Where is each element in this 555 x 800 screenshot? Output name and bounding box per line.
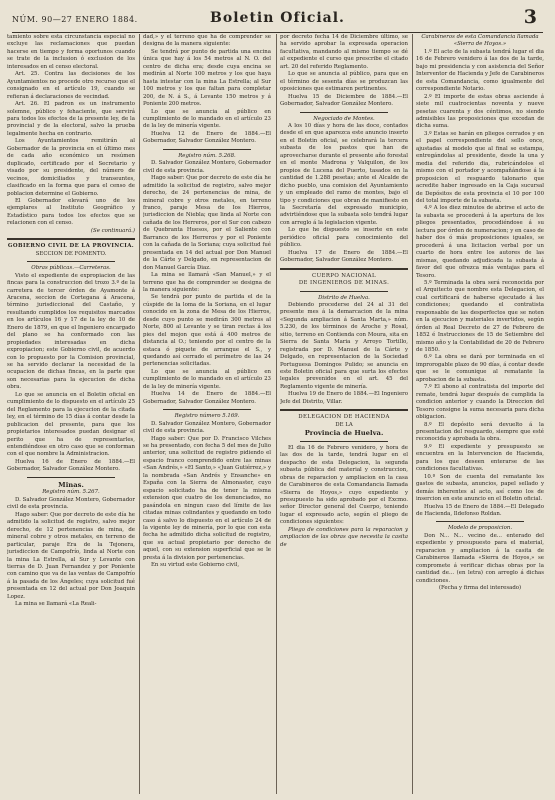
column-divider [139, 34, 140, 794]
signature: Huelva 16 de Enero de 1884.—El Gobernador, Salvador González Montero. [7, 458, 135, 473]
paragraph: Se tendrá por punto de partida una encina única que hay á los 54 metros al N. O. del centro de dicha era; desde cuya encina se medirán al Norte 100 metros y los que haya hasta intestar con la mina La Estrella; al Sur 100 metros y los que faltan para completar 200, de N. á S., á Levante 150 metros y á Poniente 200 metros. [143, 48, 271, 108]
divider [27, 477, 115, 478]
paragraph: Carabineros de esta Comandancia llamada «Sierra de Hoyos.» [421, 34, 539, 48]
paragraph: (Fecha y firma del interesado) [438, 585, 522, 592]
signature: Huelva 15 de Diciembre de 1884.—El Gobernador, Salvador González Montero. [280, 93, 408, 108]
paragraph: D. Salvador González Montero, Gobernador civil de esta provincia. [143, 420, 271, 435]
paragraph: A los 10 días y hora de las doce, contados desde el en que aparezca este anuncio inserto en el Boletin oficial, se celebrará la tercera subasta de los pastos que han de aprovecharse durante el presente año forestal en el monte Madrona y Valquilon, de los propios de Lucena del Puerto, tasados en la cantidad de 1.288 pesetas; ante el Alcalde de dicho pueblo, una comision del Ayuntamiento y un empleado del ramo de montes, bajo el tipo y condiciones que obran de manifiesto en la Secretaría del expresado municipio, advirtiéndose que la subasta solo tendrá lugar con arreglo á la legislacion vigente. [280, 122, 408, 226]
divider [163, 409, 251, 410]
paragraph: Debiendo procederse del 24 al 31 del presente mes á la demarcacion de la mina «Segunda ampliacion á Santa Marta,» núm. 5.230, de los términos de Aroche y Rosal, sitio, terreno en Contienda con Moura, sita en Sierra de Santa Maria y Arroyo Tortillo, registrada por D. Manuel de la Cárte y Delgado, en representacion de la Sociedad Portuguesa Domingos Pulido; se anuncia en este Boletin oficial para que surta los efectos legales prevenidos en el art. 45 del Reglamento vigente de minería. [280, 301, 408, 390]
paragraph: Don N... N... vecino de... enterado del expediente y presupuesto para el material, reparacion y ampliacion á la casita de Carabineros llamada «Sierra de Hoyos,» se compromete á verificar dichas obras por la cantidad de... (en letra) con arreglo á dichas condiciones. [416, 532, 544, 584]
paragraph: Art. 25. Contra las decisiones de los Ayuntamientos no procede otro recurso que el consignado en el artículo 19, cuando se refieran á declaraciones de vecindad. [7, 71, 135, 100]
paragraph: El dia 16 de Febrero venidero, y hora de las dos de la tarde, tendrá lugar en el despacho de esta Delegacion, la segunda subasta pública del material y construccion, obras de reparacion y ampliacion en la casa de Carabineros de esta Comandancia llamada «Sierra de Hoyos,» cuyo expediente y presupuesto ha sido aprobado por el Excmo. señor Director general del Cuerpo, teniendo lugar el expresado acto, según el pliego de condiciones siguientes: [280, 444, 408, 526]
signature: Huelva 17 de Enero de 1884.—El Gobernador, Salvador González Montero. [280, 249, 408, 264]
paragraph: Art. 26. El padron es un instrumento solemne, público y fehaciente, que servirá para todos los efectos de la presente ley, de la provincial y de la electoral, salvo la prueba legalmente hecha en contrario. [7, 101, 135, 137]
condition-item: 2.º El importe de estas obras asciende á siete mil cuatrocientas noventa y nueve pesetas cuarenta y dos céntimos, no siendo admisibles las proposiciones que excedan de dicha suma. [416, 93, 544, 130]
condition-item: 9.º El expediente y presupuesto se encuentra en la Intervencion de Hacienda, para los que deseen enterarse de las condiciones facultativas. [416, 443, 544, 473]
sub-heading: Modelo de proposicion. [447, 525, 513, 532]
column-2 [143, 34, 271, 794]
paragraph: Hago saber: Que por decreto de este día he admitido la solicitud de registro, salvo mejor derecho, de 24 pertenencias de mina, de mineral cobre y otros metales, en terreno franco, paraje Mesa de Ios Hierros, jurisdiccion de Niebla; que linda al Norte con cañada de los Herreros, por el Sur con cabezo de Quebranta Huesos, por el Saliente con Barranco de los Herreros y por el Poniente con la cañada de la Soriana; cuya solicitud fué presentada en 14 del actual por Don Manuel de la Cárte y Delgado, en representacion de don Manuel García Diaz. [143, 175, 271, 271]
divider [300, 441, 388, 442]
condition-item: 6.º La obra se dará por terminada en el improrogable plazo de 90 días, á contar desde que se le comunique al rematante la aprobacion de la subasta. [416, 354, 544, 383]
section-heading: DE INGENIEROS DE MINAS. [298, 280, 390, 287]
paragraph: Lo que he dispuesto se inserte en este periódico oficial para conocimiento del público. [280, 227, 408, 249]
condition-item: 7.º El abono al contratista del importe del remate, tendrá lugar después de cumplida la condicion anterior y cuando la Direccion del Tesoro consigne la suma necesaria para dicha obligacion. [416, 384, 544, 421]
registry-number: Registro número 5.169. [174, 413, 240, 420]
paragraph: Lo que se anuncia al público en cumplimiento de lo mandado en el artículo 23 de la ley de minería vigente. [143, 108, 271, 130]
signature: Huelva 19 de Enero de 1884.—El Ingeniero Jefe del Distrito, Villar. [280, 391, 408, 405]
paragraph: D. Salvador González Montero, Gobernador civil de esta provincia. [7, 496, 135, 511]
paragraph: Hago saber: Que por decreto de este día he admitido la solicitud de registro, salvo mejor derecho, de 12 pertenencias de mina, de mineral cobre y otros metales, en terreno de particular, paraje Era de la Tejonera, jurisdiccion de Campofrío, linda al Norte con la mina La Estrella, al Sur y Levante con tierras de D. Juan Fernandez y por Poniente con camino que va de las ventas de Campofrío á la pasada de los Ángeles; cuya solicitud fué presentada en 12 del actual por Don Joaquin Lopez. [7, 511, 135, 600]
registry-number: Registro núm. 5.268. [178, 152, 236, 159]
paragraph: Se tendrá por punto de partida el de la cúspide de la loma de la Soriana, en el lugar conocido en la zona de Mesa de los Hierros, desde cuyo punto se medirán 300 metros al Norte, 800 al Levante y se tiran rectas á los pies del mojon que está á 400 metros de distancia al O.; teniendo por el centro de la estaca ó piquete de arranque el S., y quedando así cerrado el perímetro de las 24 pertenencias solicitadas. [143, 294, 271, 368]
paragraph: La mina se llamará «La Reali- [15, 601, 97, 608]
column-divider [276, 34, 277, 794]
divider [163, 149, 251, 150]
paragraph: Visto el expediente de expropiacion de las fincas para la construccion del trozo 3.º de la carretera de tercer órden de Ayamonte á Aracena, seccion de Cortegana á Aracena, término jurisdiccional del Castaño, y resultando cumplidos los requisitos marcados en los artículos 16 y 17 de la ley de 10 de Enero de 1879, en que el Ingeniero encargado del plano se ha conformado con las propiedades interesadas en dicha expropiacion; este Gobierno civil, de acuerdo con lo propuesto por la Comision provincial, se ha servido declarar la necesidad de la ocupacion de dichas fincas, en la parte que son necesarias para la ejecucion de dicha obra. [7, 272, 135, 391]
column-1 [7, 34, 135, 794]
paragraph: Pliego de condiciones para la reparacion y ampliacion de las obras que necesita la casita de [280, 526, 408, 548]
sub-heading: Obras públicas.—Carreteras. [31, 265, 111, 272]
page-title: Boletin Oficial. [210, 10, 345, 26]
section-heading: DE LA [335, 421, 353, 428]
condition-item: 4.º A los diez minutos de abrirse el acto de la subasta se procederá á la apertura de los pliegos presentados, procediéndose á su lectura por órden de numeracion; y en caso de haber dos ó más proposiciones iguales, se procederá á una licitacion verbal por un cuarto de hora entre los autores de las mismas, quedando adjudicada la subasta á favor del que ofrezca más ventajas para el Tesoro. [416, 205, 544, 279]
section-divider [280, 268, 408, 270]
sub-heading: Negociado de Montes. [313, 115, 375, 122]
condition-item: 10.º Son de cuenta del rematante los gastos de subasta, anuncios, papel sellado y demás inherentes al acto, así como los de insercion en este anuncio en el Boletin oficial. [416, 473, 544, 503]
section-divider [7, 238, 135, 240]
issue-info: NÚM. 90—27 ENERO 1884. [12, 15, 138, 24]
signature: Huelva 14 de Enero de 1884.—El Gobernador, Salvador González Montero. [143, 391, 271, 405]
divider [436, 521, 524, 522]
divider [27, 261, 115, 262]
page-number: 3 [523, 6, 537, 28]
signature: Huelva 12 de Enero de 1884.—El Gobernador, Salvador González Montero. [143, 130, 271, 145]
continuation-note: (Se continuará.) [90, 227, 135, 234]
paragraph: tamiento sobre esta circunstancia especial no excluye las reclamaciones que puedan hacerse en tiempo y forma oportunos cuando se trate de la inclusion ó exclusion de los interesados en el censo electoral. [7, 34, 135, 70]
paragraph: Lo que se anuncia al público en cumplimiento de lo mandado en el artículo 23 de la ley de minería vigente. [143, 368, 271, 390]
condition-item: 5.º Terminada la obra será reconocida por el Arquitecto que nombre esta Delegacion, el cual certificará de haberse ejecutado á las condiciones; quedando el contratista responsable de las desperfectos que se noten en la ejecucion y materiales invertidos, según órden al Real Decreto de 27 de Febrero de 1852 é Instrucciones de 15 de Setiembre del mismo año y la Contabilidad de 20 de Febrero de 1850. [416, 279, 544, 354]
paragraph: D. Salvador González Montero, Gobernador civil de esta provincia. [143, 160, 271, 174]
header-rule [12, 32, 543, 33]
condition-item: 3.º Estas se harán en pliegos cerrados y en el papel correspondiente del sello once, ajustadas al modelo que al final se estampa, entregándolas al presidente, desde la una y media del referido dia, rubricándolos el mismo con el portador y acompañándose á la proposicion el resguardo talonario que acredite haber ingresado en la Caja sucursal de Depósitos de esta provincia el 10 por 100 del total importe de la subasta. [416, 130, 544, 204]
paragraph: La mina se llamará «San Manuel,» y el terreno que ha de comprender se designa de la manera siguiente: [143, 272, 271, 293]
paragraph: Los Ayuntamientos remitirán al Gobernador de la provincia en el último mes de cada año económico un resúmen duplicado, certificado por el Secretario y visado por su presidente, del número de vecinos, domiciliados y transeuntes, clasificado en la forma que para el censo de poblacion determine el Gobierno. [7, 138, 135, 197]
sub-heading: Minas. [58, 480, 84, 489]
column-divider [412, 34, 413, 794]
sub-heading: SECCION DE FOMENTO. [35, 250, 107, 257]
section-heading: GOBIERNO CIVIL DE LA PROVINCIA. [7, 243, 135, 250]
divider [300, 291, 388, 292]
condition-item: 8.º El depósito será devuelto á la presentacion del resguardo, siempre que esté reconocida y aprobada la obra. [416, 421, 544, 443]
section-heading: CUERPO NACIONAL [312, 272, 376, 279]
paragraph: En su virtud este Gobierno civil, [151, 562, 240, 569]
column-3 [280, 34, 408, 794]
divider [300, 112, 388, 113]
section-heading: DELEGACION DE HACIENDA [298, 414, 390, 421]
condition-item: 1.º El acto de la subasta tendrá lugar el dia 16 de Febrero venidero á las dos de la tarde, bajo mi presidencia y con asistencia del Señor Interventor de Hacienda y Jefe de Carabineros de esta Comandancia, como igualmente del correspondiente Notario. [416, 48, 544, 93]
section-divider [280, 409, 408, 411]
page-header [0, 0, 555, 34]
paragraph: por decreto fecha 14 de Diciembre último, se ha servido aprobar la expresada operacion facultativa, mandando al mismo tiempo se dé al expediente el curso que prescribe el citado art. 20 del referido Reglamento. [280, 34, 408, 70]
registry-number: Registro núm. 5.267. [42, 489, 100, 496]
sub-heading: Distrito de Huelva. [318, 294, 370, 301]
paragraph: dad,» y el terreno que ha de comprender se designa de la manera siguiente: [143, 34, 271, 48]
section-heading: Provincia de Huelva. [304, 429, 384, 438]
paragraph: El Gobernador elevará uno de los ejemplares al Instituto Geográfico y Estadístico para todos los efectos que se relacionen con el censo. [7, 197, 135, 227]
column-4 [416, 34, 544, 794]
signature: Huelva 15 de Enero de 1884.—El Delegado de Hacienda, Ildefonso Roldan. [416, 503, 544, 517]
paragraph: Hago saber: Que por D. Francisco Vilches se ha presentado, con fecha 5 del mes de Julio anterior, una solicitud de registro pidiendo el espacio franco comprendido entre las minas «San Andrés,» «El Santo,» «Juan Gutiérrez,» y la nombrada «San Andrés y Ensanche» en España con la Sierra de Almonaster, cuyo espacio solicitado ha de tener la misma extension que cuatro de los denunciados, no pasándola en ningun caso del límite de las citadas minas colindantes y quedando en todo caso á salvo lo dispuesto en el artículo 24 de la vigente ley de minería, por lo que con esta fecha he admitido dicha solicitud de registro, que su actual propietario por derecho de aquel, con su extension superficial que se le presta á la division por pertenencias. [143, 435, 271, 561]
paragraph: Lo que se anuncia en el Boletin oficial en cumplimiento de lo dispuesto en el artículo 25 del Reglamento para la ejecucion de la citada ley, en el término de 15 días á contar desde la publicacion del presente, para que los propietarios interesados puedan designar el perito que ha de representarles, entendiéndose en otro caso que se conforman con el que nombre la Administracion. [7, 391, 135, 458]
paragraph: Lo que se anuncia al público, para que en el término de sesenta días se produzcan las oposiciones que estimaren pertinentes. [280, 71, 408, 93]
